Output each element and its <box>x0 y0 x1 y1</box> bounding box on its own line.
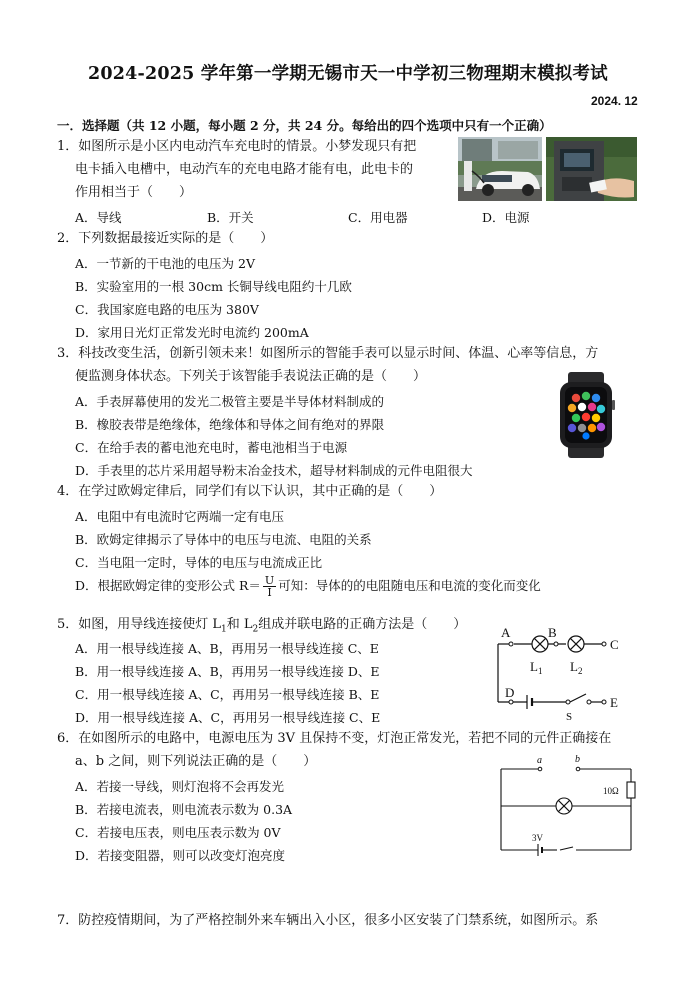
q5-circuit-diagram <box>490 622 640 726</box>
q6-line1: 6．在如图所示的电路中，电源电压为 3V 且保持不变，灯泡正常发光，若把不同的元件正确接在 <box>57 731 612 746</box>
q2-option-c: C．我国家庭电路的电压为 380V <box>75 302 259 317</box>
q5-option-b: B．用一根导线连接 A、B，再用另一根导线连接 D、E <box>75 664 380 679</box>
q6-option-d: D．若接变阻器，则可以改变灯泡亮度 <box>75 848 286 863</box>
q5-option-c: C．用一根导线连接 A、C，再用另一根导线连接 B、E <box>75 687 380 702</box>
q3-option-a: A．手表屏幕使用的发光二极管主要是半导体材料制成的 <box>75 394 385 409</box>
q5-stem <box>57 614 466 641</box>
card-reader-photo <box>546 137 637 201</box>
q1-option-c: C．用电器 <box>348 210 408 225</box>
terminal-e-label: E <box>610 695 618 710</box>
q5-option-d: D．用一根导线连接 A、C，再用另一根导线连接 C、E <box>75 710 381 725</box>
q5-stem-pre: 5．如图，用导线连接使灯 L <box>57 617 222 632</box>
section-heading: 一．选择题（共 12 小题，每小题 2 分，共 24 分。每给出的四个选项中只有一个正确） <box>57 118 552 133</box>
q3-option-c: C．在给手表的蓄电池充电时，蓄电池相当于电源 <box>75 440 348 455</box>
q4-option-a: A．电阻中有电流时它两端一定有电压 <box>75 509 285 524</box>
q5-option-a: A．用一根导线连接 A、B，再用另一根导线连接 C、E <box>75 641 379 656</box>
q5-stem-sub2: 2 <box>252 624 259 635</box>
terminal-d-label: D <box>505 685 515 700</box>
point-a-label: a <box>537 755 542 766</box>
source-voltage-label: 3V <box>532 833 543 843</box>
q1-line1: 1．如图所示是小区内电动汽车充电时的情景。小梦发现只有把 <box>57 139 417 154</box>
q1-line2: 电卡插入电槽中，电动汽车的充电电路才能有电，此电卡的 <box>75 162 414 177</box>
q2-option-a: A．一节新的干电池的电压为 2V <box>75 256 255 271</box>
q5-stem-post: 组成并联电路的正确方法是（ ） <box>258 617 467 632</box>
terminal-c-label: C <box>610 637 619 652</box>
q6-line2: a、b 之间，则下列说法正确的是（ ） <box>75 754 317 769</box>
q3-line1: 3．科技改变生活，创新引领未来！如图所示的智能手表可以显示时间、体温、心率等信息，方 <box>57 346 599 361</box>
q6-option-c: C．若接电压表，则电压表示数为 0V <box>75 825 281 840</box>
q7-line1: 7．防控疫情期间，为了严格控制外来车辆出入小区，很多小区安装了门禁系统，如图所示。系 <box>57 913 599 928</box>
q1-option-a: A．导线 <box>75 210 122 225</box>
terminal-a-label: A <box>501 625 511 640</box>
q2-option-d: D．家用日光灯正常发光时电流约 200mA <box>75 325 309 340</box>
q6-option-a: A．若接一导线，则灯泡将不会再发光 <box>75 779 285 794</box>
q1-option-b: B．开关 <box>207 210 254 225</box>
q1-option-d: D．电源 <box>482 210 530 225</box>
q4-option-b: B．欧姆定律揭示了导体中的电压与电流、电阻的关系 <box>75 532 372 547</box>
lamp-l2-label: $L_2$ <box>570 659 583 676</box>
q4-stem: 4．在学过欧姆定律后，同学们有以下认识，其中正确的是（ ） <box>57 484 443 499</box>
q5-stem-sub1: 1 <box>221 624 227 635</box>
q6-option-b: B．若接电流表，则电流表示数为 0.3A <box>75 802 293 817</box>
q3-line2: 便监测身体状态。下列关于该智能手表说法正确的是（ ） <box>75 369 427 384</box>
fraction-denominator: I <box>267 586 272 599</box>
q5-stem-mid: 和 L <box>226 617 253 632</box>
q6-circuit-diagram <box>495 752 643 862</box>
switch-s-label: S <box>566 711 573 723</box>
ohm-formula-fraction <box>263 575 276 598</box>
resistor-label: 10Ω <box>603 786 619 796</box>
point-b-label: b <box>575 754 580 765</box>
page-title: 2024-2025 学年第一学期无锡市天一中学初三物理期末模拟考试 <box>88 64 608 84</box>
lamp-l1-label: $L_1$ <box>530 659 543 676</box>
terminal-b-label: B <box>548 625 557 640</box>
smartwatch-picture <box>556 372 616 458</box>
q4-option-d-pre: D．根据欧姆定律的变形公式 R＝ <box>75 578 261 593</box>
q1-line3: 作用相当于（ ） <box>75 185 193 200</box>
q2-option-b: B．实验室用的一根 30cm 长铜导线电阻约十几欧 <box>75 279 352 294</box>
exam-date: 2024. 12 <box>591 94 638 108</box>
q3-option-b: B．橡胶表带是绝缘体，绝缘体和导体之间有绝对的界限 <box>75 417 385 432</box>
q2-stem: 2．下列数据最接近实际的是（ ） <box>57 231 274 246</box>
ev-charging-photo <box>458 137 542 201</box>
q4-option-d <box>75 575 541 598</box>
q3-option-d: D．手表里的芯片采用超导粉末冶金技术，超导材料制成的元件电阻很大 <box>75 463 473 478</box>
fraction-numerator: U <box>264 574 275 587</box>
q4-option-c: C．当电阻一定时，导体的电压与电流成正比 <box>75 555 323 570</box>
q4-option-d-post: 可知：导体的的电阻随电压和电流的变化而变化 <box>278 578 541 593</box>
